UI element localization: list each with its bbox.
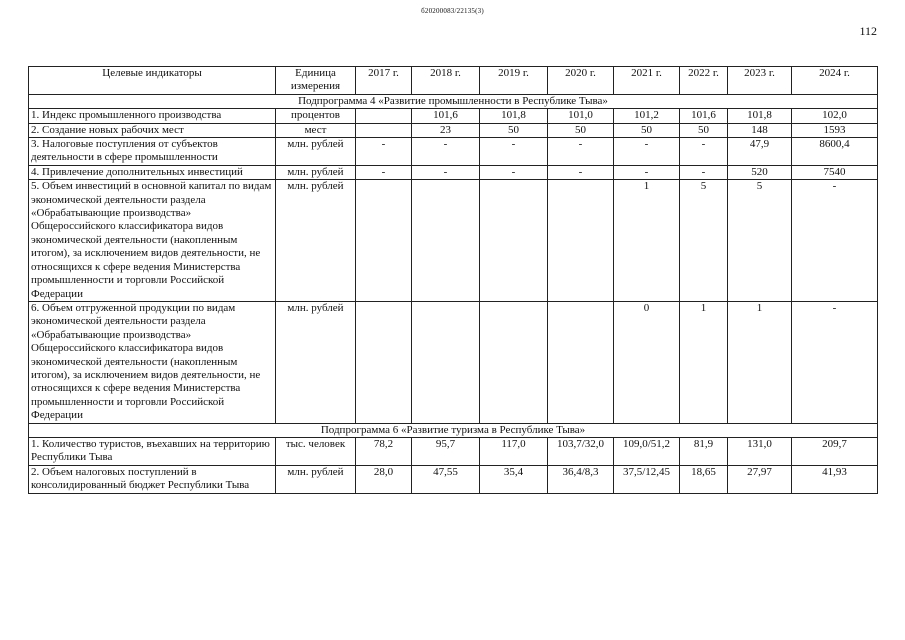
- page-number: 112: [859, 24, 877, 38]
- value-cell: 0: [614, 301, 680, 423]
- value-cell: 102,0: [792, 109, 878, 123]
- value-cell: 103,7/32,0: [548, 437, 614, 465]
- value-cell: 23: [412, 123, 480, 137]
- table-row: [29, 109, 878, 123]
- section-title: Подпрограмма 4 «Развитие промышленности в Республике Тыва»: [29, 94, 878, 108]
- value-cell: [356, 180, 412, 302]
- unit-cell: млн. рублей: [276, 465, 356, 493]
- column-header: Единица измерения: [276, 67, 356, 95]
- value-cell: 1593: [792, 123, 878, 137]
- value-cell: 50: [480, 123, 548, 137]
- value-cell: 47,9: [728, 138, 792, 166]
- value-cell: 8600,4: [792, 138, 878, 166]
- unit-cell: процентов: [276, 109, 356, 123]
- unit-cell: тыс. человек: [276, 437, 356, 465]
- value-cell: 41,93: [792, 465, 878, 493]
- table-body: [29, 94, 878, 493]
- value-cell: 50: [548, 123, 614, 137]
- value-cell: 101,0: [548, 109, 614, 123]
- value-cell: -: [480, 165, 548, 179]
- value-cell: 18,65: [680, 465, 728, 493]
- value-cell: 47,55: [412, 465, 480, 493]
- column-header: 2024 г.: [792, 67, 878, 95]
- value-cell: -: [680, 138, 728, 166]
- value-cell: -: [356, 165, 412, 179]
- indicator-name: 1. Количество туристов, въехавших на территорию Республики Тыва: [29, 437, 276, 465]
- value-cell: 148: [728, 123, 792, 137]
- column-header: 2019 г.: [480, 67, 548, 95]
- value-cell: -: [548, 165, 614, 179]
- value-cell: [356, 123, 412, 137]
- indicator-name: 5. Объем инвестиций в основной капитал по видам экономической деятельности раздела «Обрабатывающие производства» Общероссийского классификатора видов экономической деятельности (накопленным итогом), за исключением видов деятельности, не относящихся к сфере ведения Министерства промышленности и торговли Российской Федерации: [29, 180, 276, 302]
- value-cell: [548, 180, 614, 302]
- value-cell: 35,4: [480, 465, 548, 493]
- section-title-row: [29, 94, 878, 108]
- table-row: [29, 165, 878, 179]
- value-cell: 117,0: [480, 437, 548, 465]
- value-cell: 5: [728, 180, 792, 302]
- value-cell: [412, 180, 480, 302]
- unit-cell: млн. рублей: [276, 138, 356, 166]
- table-header-row: [29, 67, 878, 95]
- table-row: [29, 437, 878, 465]
- value-cell: 131,0: [728, 437, 792, 465]
- value-cell: 1: [728, 301, 792, 423]
- unit-cell: млн. рублей: [276, 180, 356, 302]
- value-cell: [548, 301, 614, 423]
- value-cell: [356, 109, 412, 123]
- column-header: 2022 г.: [680, 67, 728, 95]
- value-cell: 5: [680, 180, 728, 302]
- indicator-name: 6. Объем отгруженной продукции по видам экономической деятельности раздела «Обрабатывающие производства» Общероссийского классификатора видов экономической деятельности (накопленным итогом), за исключением видов деятельности, не относящихся к сфере ведения Министерства промышленности и торговли Российской Федерации: [29, 301, 276, 423]
- unit-cell: млн. рублей: [276, 301, 356, 423]
- value-cell: -: [792, 180, 878, 302]
- value-cell: -: [548, 138, 614, 166]
- value-cell: [412, 301, 480, 423]
- indicator-name: 2. Объем налоговых поступлений в консолидированный бюджет Республики Тыва: [29, 465, 276, 493]
- table-row: [29, 301, 878, 423]
- value-cell: 101,6: [680, 109, 728, 123]
- document-code: б20200083/22135(3): [421, 7, 484, 15]
- section-title: Подпрограмма 6 «Развитие туризма в Республике Тыва»: [29, 423, 878, 437]
- value-cell: -: [412, 138, 480, 166]
- value-cell: 109,0/51,2: [614, 437, 680, 465]
- value-cell: -: [356, 138, 412, 166]
- value-cell: 37,5/12,45: [614, 465, 680, 493]
- indicator-name: 2. Создание новых рабочих мест: [29, 123, 276, 137]
- indicator-name: 1. Индекс промышленного производства: [29, 109, 276, 123]
- value-cell: 209,7: [792, 437, 878, 465]
- value-cell: 520: [728, 165, 792, 179]
- value-cell: -: [680, 165, 728, 179]
- table-row: [29, 465, 878, 493]
- value-cell: -: [614, 138, 680, 166]
- value-cell: -: [480, 138, 548, 166]
- value-cell: 36,4/8,3: [548, 465, 614, 493]
- value-cell: -: [412, 165, 480, 179]
- value-cell: [480, 301, 548, 423]
- value-cell: 95,7: [412, 437, 480, 465]
- value-cell: 101,2: [614, 109, 680, 123]
- value-cell: -: [792, 301, 878, 423]
- value-cell: 7540: [792, 165, 878, 179]
- value-cell: 81,9: [680, 437, 728, 465]
- section-title-row: [29, 423, 878, 437]
- column-header: 2017 г.: [356, 67, 412, 95]
- table-row: [29, 138, 878, 166]
- unit-cell: мест: [276, 123, 356, 137]
- value-cell: 28,0: [356, 465, 412, 493]
- indicator-name: 3. Налоговые поступления от субъектов деятельности в сфере промышленности: [29, 138, 276, 166]
- column-header: 2020 г.: [548, 67, 614, 95]
- value-cell: 101,8: [728, 109, 792, 123]
- value-cell: 78,2: [356, 437, 412, 465]
- value-cell: 27,97: [728, 465, 792, 493]
- value-cell: 50: [614, 123, 680, 137]
- table-row: [29, 180, 878, 302]
- indicators-table: [28, 66, 878, 494]
- value-cell: [480, 180, 548, 302]
- value-cell: 1: [680, 301, 728, 423]
- value-cell: [356, 301, 412, 423]
- value-cell: 101,8: [480, 109, 548, 123]
- table-row: [29, 123, 878, 137]
- unit-cell: млн. рублей: [276, 165, 356, 179]
- value-cell: -: [614, 165, 680, 179]
- value-cell: 1: [614, 180, 680, 302]
- column-header: 2021 г.: [614, 67, 680, 95]
- indicator-name: 4. Привлечение дополнительных инвестиций: [29, 165, 276, 179]
- value-cell: 101,6: [412, 109, 480, 123]
- value-cell: 50: [680, 123, 728, 137]
- column-header: 2023 г.: [728, 67, 792, 95]
- column-header: 2018 г.: [412, 67, 480, 95]
- column-header: Целевые индикаторы: [29, 67, 276, 95]
